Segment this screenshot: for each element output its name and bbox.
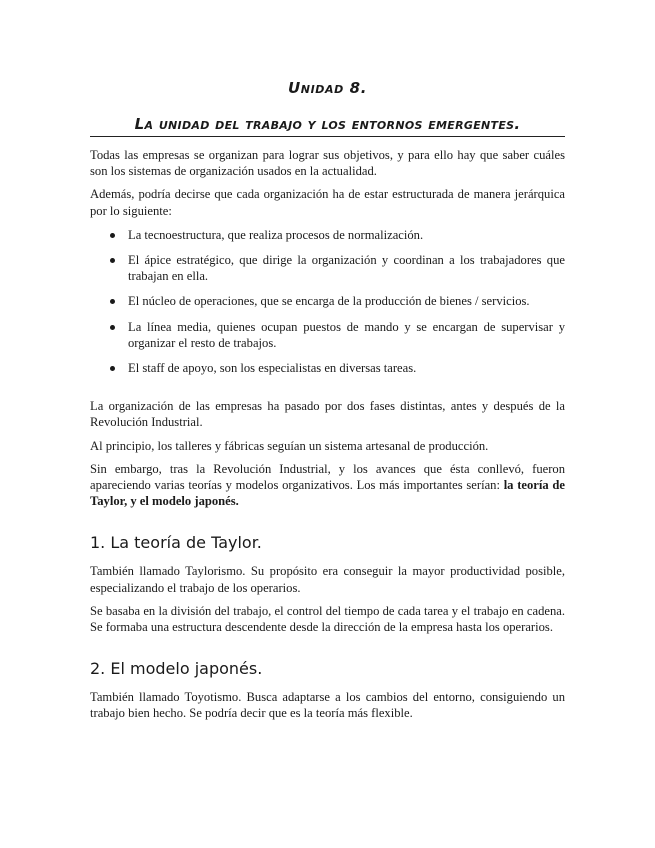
intro-paragraph-1: Todas las empresas se organizan para lograr sus objetivos, y para ello hay que saber cuáles son los sistemas de organización usados en la actualidad. (90, 148, 565, 179)
section-heading-japanese-model: 2. El modelo japonés. (90, 659, 263, 679)
list-item-text: El ápice estratégico, que dirige la organización y coordinan a los trabajadores que trabajan en ella. (128, 253, 565, 284)
bullet-icon (110, 299, 115, 304)
list-item-text: La línea media, quienes ocupan puestos de mando y se encargan de supervisar y organizar el resto de trabajos. (128, 319, 565, 350)
history-paragraph-3-bold: la teoría de Taylor, y el modelo japonés. (90, 478, 565, 509)
history-paragraph-3 (90, 461, 565, 510)
page-title: La unidad del trabajo y los entornos emergentes. (90, 114, 565, 137)
bullet-icon (110, 258, 115, 263)
taylor-paragraph-1: También llamado Taylorismo. Su propósito era conseguir la mayor productividad posible, especializando el trabajo de los operarios. (90, 564, 565, 595)
list-item (90, 252, 565, 284)
list-item-text: La tecnoestructura, que realiza procesos de normalización. (128, 227, 424, 242)
history-paragraph-3-text: Sin embargo, tras la Revolución Industrial, y los avances que ésta conllevó, fueron apareciendo varias teorías y modelos organizativos. Los más importantes serían: (90, 461, 565, 493)
list-item (90, 360, 565, 376)
history-paragraph-2: Al principio, los talleres y fábricas seguían un sistema artesanal de producción. (90, 438, 489, 453)
history-paragraph-1: La organización de las empresas ha pasado por dos fases distintas, antes y después de la Revolución Industrial. (90, 399, 565, 430)
taylor-paragraph-2: Se basaba en la división del trabajo, el control del tiempo de cada tarea y el trabajo en cadena. Se formaba una estructura descendente desde la dirección de la empresa hasta los operarios. (90, 603, 565, 635)
bullet-icon (110, 325, 115, 330)
list-item-text: El núcleo de operaciones, que se encarga de la producción de bienes / servicios. (128, 294, 530, 309)
bullet-icon (110, 233, 115, 238)
list-item (90, 227, 565, 243)
intro-paragraph-2: Además, podría decirse que cada organización ha de estar estructurada de manera jerárquica por lo siguiente: (90, 187, 565, 218)
hierarchy-list (90, 227, 565, 376)
list-item-text: El staff de apoyo, son los especialistas en diversas tareas. (128, 361, 417, 376)
unit-title: Unidad 8. (287, 79, 367, 97)
section-heading-taylor: 1. La teoría de Taylor. (90, 533, 262, 553)
list-item (90, 293, 565, 309)
list-item (90, 319, 565, 351)
document-page (90, 78, 565, 722)
japanese-model-paragraph-1: También llamado Toyotismo. Busca adaptarse a los cambios del entorno, consiguiendo un trabajo bien hecho. Se podría decir que es la teoría más flexible. (90, 690, 565, 721)
bullet-icon (110, 366, 115, 371)
